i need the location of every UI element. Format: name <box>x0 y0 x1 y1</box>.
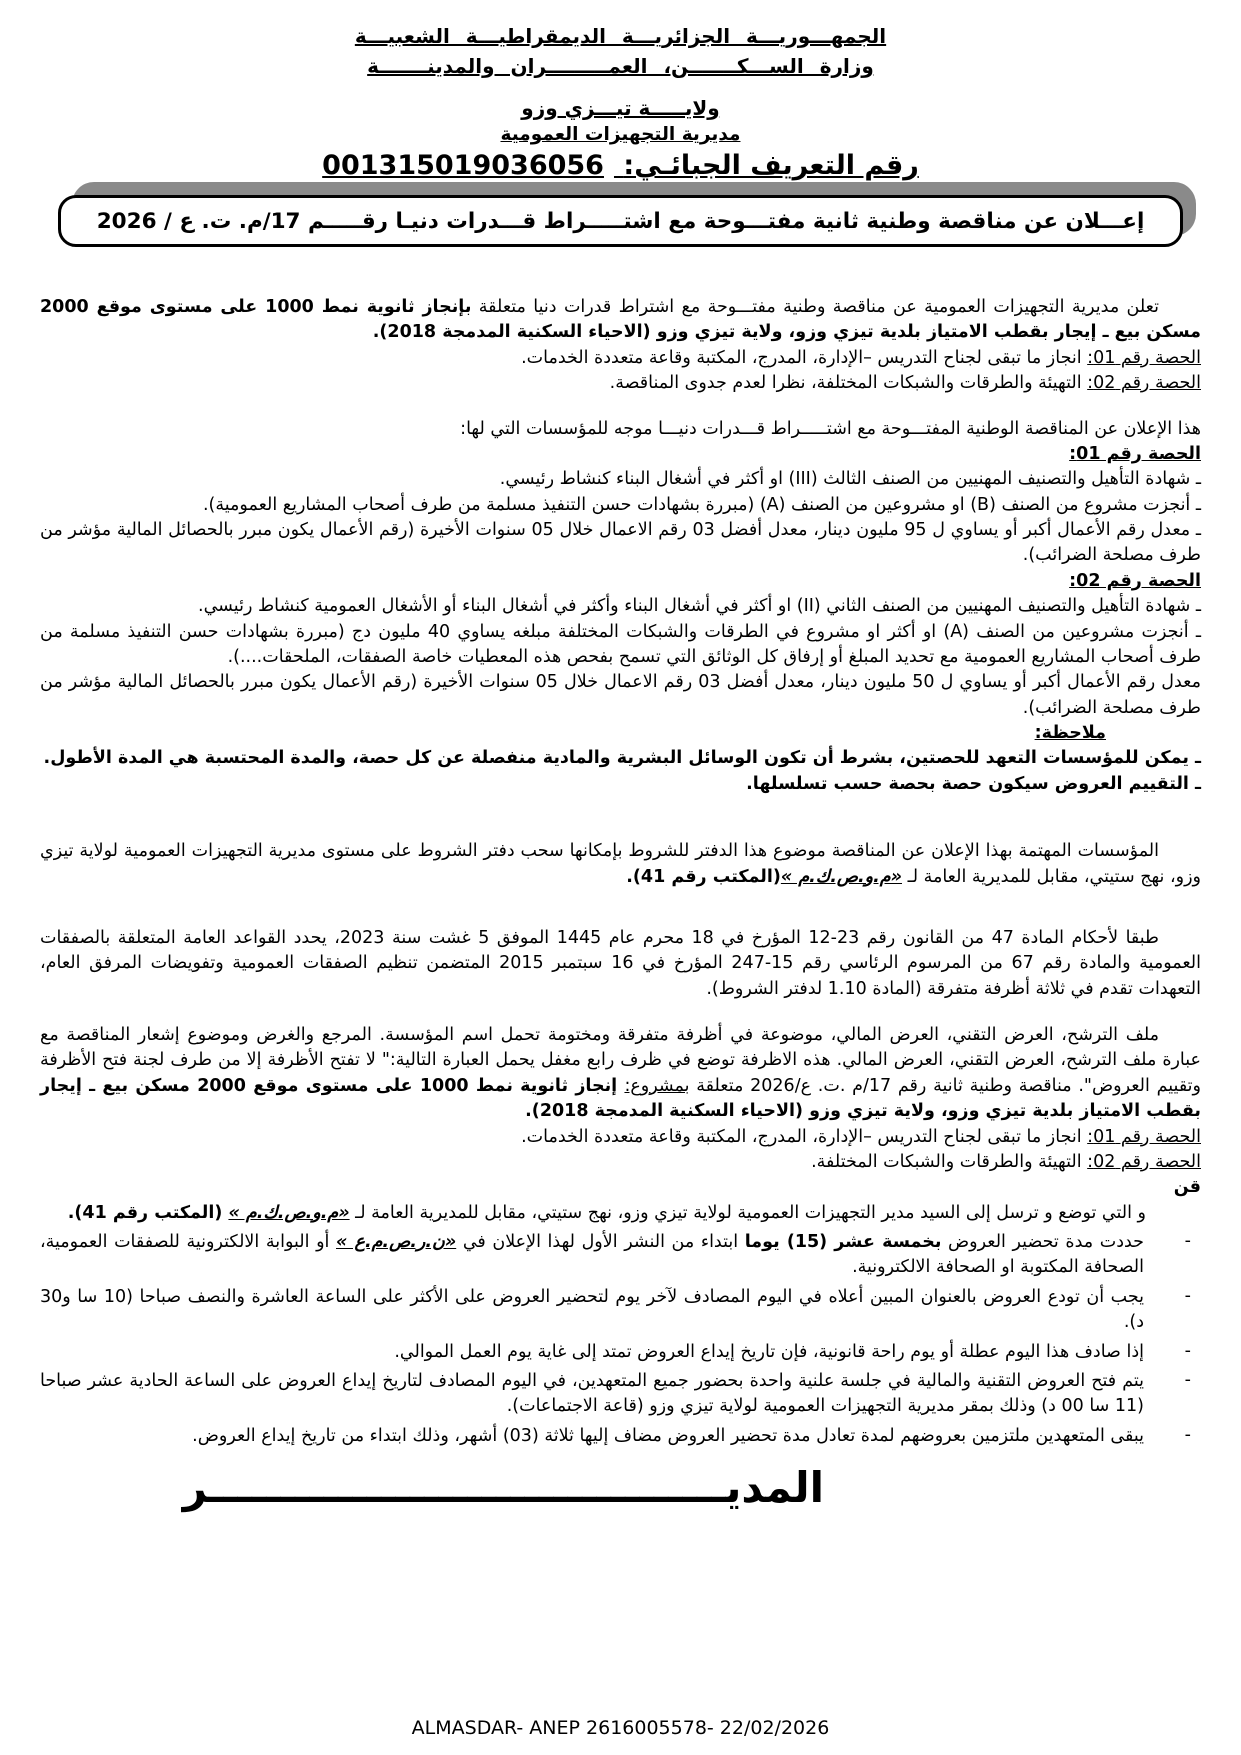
abbrev-mopkm: «م.و.ص.ك.م » <box>228 1202 350 1223</box>
document-body <box>40 295 1201 1511</box>
lot2-heading: الحصة رقم 02: <box>1069 570 1201 591</box>
abbrev-mopkm: «م.و.ص.ك.م » <box>780 866 902 887</box>
lot2-requirement-1: ـ شهادة التأهيل والتصنيف المهنيين من الصنف الثاني (II) او أكثر في أشغال البناء وأكثر في أشغال البناء أو الأشغال العمومية كنشاط رئيسي. <box>198 596 1201 617</box>
text-run: المؤسسات المهتمة بهذا الإعلان عن المناقصة موضوع هذا الدفتر للشروط بإمكانها سحب دفتر الشروط على مستوى مديرية التجهيزات العمومية لولاية تيزي وزو، نهج ستيتي، مقابل للمديرية العامة لـ <box>40 841 1201 887</box>
lot2-repeat-line <box>40 1150 1201 1175</box>
lot1-heading: الحصة رقم 01: <box>1069 443 1201 464</box>
dash-marker: - <box>1184 1424 1191 1445</box>
tax-id-label: رقم التعريف الجبائـي: <box>623 150 919 181</box>
withdrawal-paragraph <box>40 839 1201 890</box>
lot1-requirement-3: ـ معدل رقم الأعمال أكبر أو يساوي ل 95 مليون دينار، معدل أفضل 03 رقم الاعمال خلال 05 سنوات الأخيرة (رقم الأعمال يكون مبرر بالحصائل المالية مؤشر من طرف مصلحة الضرائب). <box>40 520 1202 566</box>
text-run: أو البوابة الالكترونية للصفقات العمومية، الصحافة المكتوبة او الصحافة الالكترونية. <box>40 1232 1144 1278</box>
text-run: يجب أن تودع العروض بالعنوان المبين أعلاه في اليوم المصادف لآخر يوم لتحضير العروض على الأكثر على الساعة العاشرة والنصف صباحا (10 سا و30 د). <box>40 1286 1144 1333</box>
deadline-item-1 <box>40 1230 1201 1281</box>
lot1-label: الحصة رقم 01: <box>1087 347 1201 368</box>
text-run: يبقى المتعهدين ملتزمين بعروضهم لمدة تعادل مدة تحضير العروض مضاف إليها ثلاثة (03) أشهر، وذلك ابتداء من تاريخ إيداع العروض. <box>192 1425 1144 1446</box>
lot2-intro-line <box>40 371 1201 396</box>
lot2-label: الحصة رقم 02: <box>1087 1151 1201 1172</box>
header-republic-line: الجمهـــوريـــة الجزائريـــة الديمقراطيـــة الشعبيـــة <box>354 24 887 48</box>
deadline-item-3 <box>40 1340 1201 1365</box>
eligibility-intro: هذا الإعلان عن المناقصة الوطنية المفتـــوحة مع اشتـــــراط قـــدرات دنيـــا موجه للمؤسسات التي لها: <box>460 418 1201 439</box>
lot1-intro-line <box>40 346 1201 371</box>
lot1-text: انجاز ما تبقى لجناح التدريس –الإدارة، المدرج، المكتبة وقاعة متعددة الخدمات. <box>521 1126 1088 1147</box>
lot1-text: انجاز ما تبقى لجناح التدريس –الإدارة، المدرج، المكتبة وقاعة متعددة الخدمات. <box>521 347 1088 368</box>
lot1-requirement-1: ـ شهادة التأهيل والتصنيف المهنيين من الصنف الثالث (III) او أكثر في أشغال البناء كنشاط رئيسي. <box>499 469 1201 490</box>
tender-title-banner <box>58 195 1183 247</box>
text-run: حددت مدة تحضير العروض <box>941 1232 1145 1252</box>
lot2-text: التهيئة والطرقات والشبكات المختلفة، نظرا لعدم جدوى المناقصة. <box>609 373 1088 394</box>
note-2: ـ التقييم العروض سيكون حصة بحصة حسب تسلسلها. <box>746 773 1201 794</box>
anep-footer: ALMASDAR- ANEP 2616005578- 22/02/2026 <box>411 1717 830 1739</box>
header-directorate-line: مديرية التجهيزات العمومية <box>500 124 741 145</box>
note-1: ـ يمكن للمؤسسات التعهد للحصتين، بشرط أن تكون الوسائل البشرية والمادية منفصلة عن كل حصة، والمدة المحتسبة هي المدة الأطول. <box>43 748 1201 769</box>
lot2-requirement-2: ـ أنجزت مشروعين من الصنف (A) او أكثر او مشروع في الطرقات والشبكات المختلفة مبلغه يساوي 40 مليون دج (مبررة بشهادات حسن التنفيذ مسلمة من طرف أصحاب المشاريع العمومية مع تحديد المبلغ أو إرفاق كل الوثائق التي تسمح بفحص هذه المعطيات خاصة الصفقات، الملحقات....). <box>40 621 1202 667</box>
stray-text: قن <box>1173 1177 1201 1198</box>
text-run: تعلن مديرية التجهيزات العمومية عن مناقصة وطنية مفتـــوحة مع اشتراط قدرات دنيا متعلقة <box>471 297 1159 317</box>
deadline-list <box>40 1230 1201 1449</box>
dash-marker: - <box>1184 1340 1191 1361</box>
text-run: ملف الترشح، العرض التقني، العرض المالي، موضوعة في أظرفة متفرقة ومختومة تحمل اسم المؤسسة. المرجع والغرض وموضوع إشعار المناقصة مع عبارة ملف الترشح، العرض التقني، العرض المالي. هذه الاظرفة توضع في ظرف رابع مغفل يحمل العبارة التالية:" لا تفتح الأظرفة إلا من طرف لجنة فتح الأظرفة وتقييم العروض". مناقصة وطنية ثانية رقم 17/م .ت. ع/2026 متعلقة <box>40 1025 1201 1096</box>
note-heading: ملاحظة: <box>1034 723 1106 743</box>
text-run: ابتداء من النشر الأول لهذا الإعلان في <box>456 1232 745 1252</box>
text-run: إذا صادف هذا اليوم عطلة أو يوم راحة قانونية، فإن تاريخ إيداع العروض تمتد إلى غاية يوم العمل الموالي. <box>394 1341 1144 1362</box>
project-title-bold: إنجاز ثانوية نمط 1000 على مستوى موقع 2000 مسكن بيع ـ إيجار بقطب الامتياز بلدية تيزي وزو، ولاية تيزي وزو (الاحياء السكنية المدمجة 2018). <box>40 1075 1201 1122</box>
banner-box <box>58 195 1183 247</box>
lot1-label: الحصة رقم 01: <box>1087 1126 1201 1147</box>
lot1-requirement-2: ـ أنجزت مشروع من الصنف (B) او مشروعين من الصنف (A) (مبررة بشهادات حسن التنفيذ مسلمة من طرف أصحاب المشاريع العمومية). <box>202 494 1201 515</box>
dash-marker: - <box>1184 1369 1191 1390</box>
header-ministry-line: وزارة الســـكـــــــن، العمـــــــــران والمدينـــــــة <box>367 54 874 78</box>
intro-paragraph <box>40 295 1201 346</box>
header-wilaya-line: ولايـــــة تيـــزي وزو <box>521 96 720 120</box>
envelope-paragraph <box>40 1023 1201 1125</box>
lot2-requirement-3: معدل رقم الأعمال أكبر أو يساوي ل 50 مليون دينار، معدل أفضل 03 رقم الاعمال خلال 05 سنوات الأخيرة (رقم الأعمال يكون مبرر بالحصائل المالية مؤشر من طرف مصلحة الضرائب). <box>40 672 1201 718</box>
text-run-bold: بإنجاز ثانوية نمط 1000 على مستوى موقع 2000 مسكن بيع ـ إيجار بقطب الامتياز بلدية تيزي وزو، ولاية تيزي وزو (الاحياء السكنية المدمجة 2018). <box>40 297 1201 343</box>
tax-id-value: 001315019036056 <box>322 150 604 181</box>
deadline-item-4 <box>40 1369 1201 1420</box>
lot2-text: التهيئة والطرقات والشبكات المختلفة. <box>811 1151 1088 1172</box>
tender-title: إعـــلان عن مناقصة وطنية ثانية مفتـــوحة مع اشتـــــراط قـــدرات دنيـا رقـــــم 17/م. ت. ع / 2026 <box>96 208 1145 234</box>
lot1-repeat-line <box>40 1125 1201 1150</box>
deadline-item-2 <box>40 1285 1201 1336</box>
tax-id-line <box>0 150 1241 181</box>
document-header <box>0 0 1241 181</box>
submission-paragraph <box>40 1201 1201 1226</box>
fifteen-days-bold: بخمسة عشر (15) يوما <box>744 1232 942 1252</box>
office-41-ref: (المكتب رقم 41). <box>67 1202 229 1223</box>
legal-paragraph: طبقا لأحكام المادة 47 من القانون رقم 23-12 المؤرخ في 18 محرم عام 1445 الموفق 5 غشت سنة 2023، يحدد القواعد العامة المتعلقة بالصفقات العمومية والمادة رقم 67 من المرسوم الرئاسي رقم 15-247 المؤرخ في 16 سبتمبر 2015 المتضمن تنظيم الصفقات العمومية وتفويضات المرفق العام، التعهدات تقدم في ثلاثة أظرفة متفرقة (المادة 1.10 لدفتر الشروط). <box>40 927 1202 999</box>
director-signature: المديــــــــــــــــــــــــــــــــــــر <box>182 1463 824 1512</box>
project-label: بمشروع: <box>624 1075 690 1096</box>
dash-marker: - <box>1184 1231 1191 1251</box>
abbrev-nrsma: «ن.ر.ص.م.ع » <box>336 1232 457 1252</box>
office-41-ref: (المكتب رقم 41). <box>626 866 781 887</box>
text-run: يتم فتح العروض التقنية والمالية في جلسة علنية واحدة بحضور جميع المتعهدين، في اليوم المصادف لتاريخ إيداع العروض على الساعة الحادية عشر صباحا (11 سا 00 د) وذلك بمقر مديرية التجهيزات العمومية لولاية تيزي وزو (قاعة الاجتماعات). <box>40 1370 1144 1417</box>
dash-marker: - <box>1184 1285 1191 1306</box>
lot2-label: الحصة رقم 02: <box>1087 373 1201 394</box>
text-run: و التي توضع و ترسل إلى السيد مدير التجهيزات العمومية لولاية تيزي وزو، نهج ستيتي، مقابل للمديرية العامة لـ <box>349 1202 1146 1223</box>
deadline-item-5 <box>40 1424 1201 1449</box>
